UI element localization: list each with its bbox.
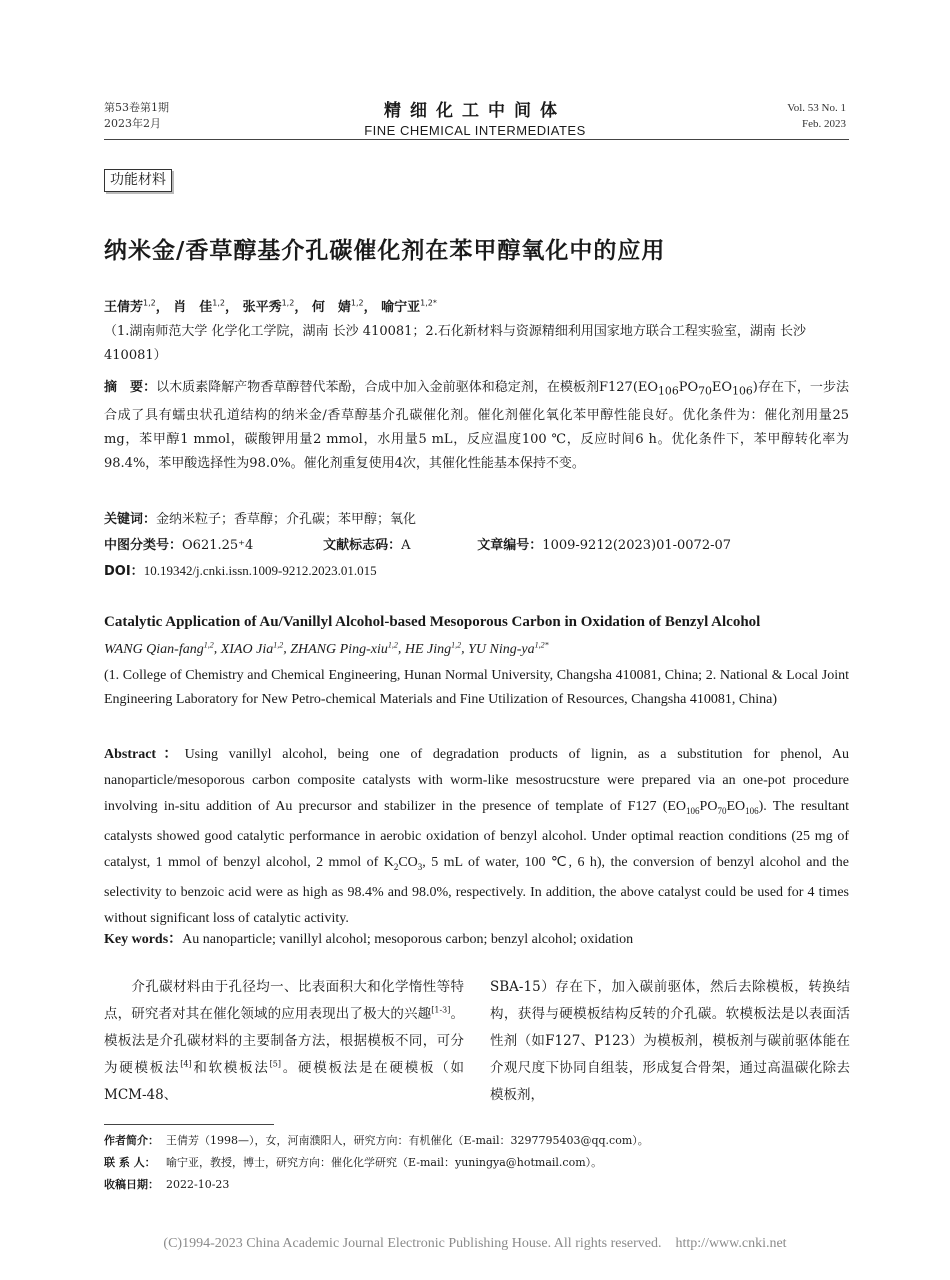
journal-name-cn: 精细化工中间体 — [384, 101, 566, 121]
citation[interactable]: [1-3] — [431, 1005, 451, 1015]
keywords-en — [104, 928, 633, 948]
footnote-received: 收稿日期： 2022-10-23 — [104, 1178, 230, 1191]
clc-number: 中图分类号：O621.25⁺4 — [104, 538, 254, 553]
section-tag: 功能材料 — [104, 169, 172, 192]
doi-link[interactable]: 10.19342/j.cnki.issn.1009-9212.2023.01.015 — [143, 563, 377, 578]
keywords-text-en: Au nanoparticle; vanillyl alcohol; mesoporous carbon; benzyl alcohol; oxidation — [182, 932, 634, 947]
footnote-contact: 联 系 人： 喻宁亚，教授，博士，研究方向：催化化学研究（E-mail：yuningya@hotmail.com）。 — [104, 1156, 603, 1169]
article-title-cn: 纳米金/香草醇基介孔碳催化剂在苯甲醇氧化中的应用 — [104, 238, 666, 264]
author-list-cn: 王倩芳$^{1,2}$， 肖 佳$^{1,2}$， 张平秀$^{1,2}$， 何 婧$^{1,2}$， 喻宁亚$^{1,2*}$ — [104, 298, 437, 315]
header-rule — [104, 139, 849, 140]
article-title-en: Catalytic Application of Au/Vanillyl Alcohol-based Mesoporous Carbon in Oxidation of Benzyl Alcohol — [104, 614, 761, 630]
author-cn: 肖 佳$^{1,2}$ — [173, 298, 226, 315]
issue-info-cn — [104, 100, 169, 132]
footnote-author: 作者简介： 王倩芳（1998—），女，河南濮阳人，研究方向：有机催化（E-mail：3297795403@qq.com）。 — [104, 1134, 649, 1147]
doi: DOI：10.19342/j.cnki.issn.1009-9212.2023.01.015 — [104, 563, 377, 579]
journal-masthead — [300, 96, 650, 138]
author-en: YU Ning-$ya^{1,2*}$ — [468, 640, 549, 657]
keywords-label-cn: 关键词： — [104, 512, 157, 527]
affiliation-cn: （1.湖南师范大学 化学化工学院，湖南 长沙 410081；2.石化新材料与资源精细利用国家地方联合工程实验室，湖南 长沙 410081） — [104, 324, 806, 363]
abstract-cn: 摘 要：以木质素降解产物香草醇替代苯酚，合成中加入金前驱体和稳定剂，在模板剂$F127(EO_{106}PO_{70}EO_{106})$存在下，一步法合成了具有蠕虫状孔道结构的纳米金/香草醇基介孔碳催化剂。催化剂催化氧化苯甲醇性能良好。优化条件为：催化剂用量25 mg，苯甲醇1 mmol，碳酸钾用量2 mmol，水用量5 mL，反应温度100 ℃，反应时间6 h。优化条件下，苯甲醇转化率为98.4%，苯甲酸选择性为98.0%。催化剂重复使用4次，其催化性能基本保持不变。 — [104, 380, 849, 471]
copyright-watermark: (C)1994-2023 China Academic Journal Electronic Publishing House. All rights reserved. http://www.cnki.net — [163, 1236, 787, 1251]
date-cn: 2023年2月 — [104, 117, 161, 130]
abstract-label-cn: 摘 要： — [104, 380, 157, 395]
affiliation-en: (1. College of Chemistry and Chemical Engineering, Hunan Normal University, Changsha 410081, China; 2. National & Local Joint Engineering Laboratory for New Petro-chemical Materials and Fine Utilization of Resources, Changsha 410081, China) — [104, 668, 849, 707]
author-en: HE Jing$^{1,2}$ — [404, 640, 462, 657]
keywords-cn — [104, 508, 416, 527]
author-en: WANG Qian-fang$^{1,2}$ — [104, 640, 214, 657]
footnote-rule — [104, 1124, 274, 1125]
keywords-text-cn: 金纳米粒子；香草醇；介孔碳；苯甲醇；氧化 — [156, 512, 417, 527]
body-column-left: 介孔碳材料由于孔径均一、比表面积大和化学惰性等特点，研究者对其在催化领域的应用表现出了极大的兴趣[1-3]。模板法是介孔碳材料的主要制备方法，根据模板不同，可分为硬模板法[4]和软模板法[5]。硬模板法是在硬模板（如MCM-48、 — [104, 979, 465, 1103]
classification-row — [104, 534, 849, 553]
author-cn: 王倩芳$^{1,2}$ — [104, 298, 156, 315]
article-number: 文章编号：1009-9212(2023)01-0072-07 — [477, 538, 732, 553]
abstract-en: Abstract：Using vanillyl alcohol, being one of degradation products of lignin, as a substitution for phenol, Au nanoparticle/mesoporous carbon composite catalysts with worm-like mesostrucsture were prepared via an one-pot procedure involving in-situ addition of Au precursor and stabilizer in the presence of template of F127 $(EO_{106}PO_{70}EO_{106})$. The resultant catalysts showed good catalytic performance in aerobic oxidation of benzyl alcohol. Under optimal reaction conditions (25 mg of catalyst, 1 mmol of benzyl alcohol, 2 mmol of $K_2CO_3$, 5 mL of water, 100 ℃, 6 h), the conversion of benzyl alcohol and the selectivity to benzoic acid were as high as 98.4% and 98.0%, respectively. In addition, the above catalyst could be used for 4 times without significant loss of catalytic activity. — [104, 747, 850, 926]
author-cn: 何 婧$^{1,2}$ — [311, 298, 364, 315]
document-code: 文献标志码：A — [323, 538, 411, 553]
volume-en: Vol. 53 No. 1 — [787, 102, 846, 114]
author-cn: 张平秀$^{1,2}$ — [242, 298, 295, 315]
author-en: XIAO Jia$^{1,2}$ — [220, 640, 284, 657]
body-column-right: SBA-15）存在下，加入碳前驱体，然后去除模板，转换结构，获得与硬模板结构反转的介孔碳。软模板法是以表面活性剂（如F127、P123）为模板剂，模板剂与碳前驱体能在介观尺度下协同自组装，形成复合骨架，通过高温碳化除去模板剂， — [490, 979, 850, 1103]
keywords-label-en: Key words： — [104, 932, 183, 947]
abstract-label-en: Abstract： — [104, 747, 185, 762]
citation[interactable]: [5] — [269, 1059, 281, 1069]
author-list-en: WANG Qian-fang$^{1,2}$, XIAO Jia$^{1,2}$, ZHANG Ping-xiu$^{1,2}$, HE Jing$^{1,2}$, YU Ning-$ya^{1,2*}$ — [104, 640, 549, 657]
journal-name-en: FINE CHEMICAL INTERMEDIATES — [364, 123, 586, 138]
volume-cn: 第53卷第1期 — [104, 101, 169, 114]
author-cn: 喻宁亚$^{1,2*}$ — [381, 298, 437, 315]
issue-info-en — [787, 100, 846, 132]
author-en: ZHANG Ping-xiu$^{1,2}$ — [290, 640, 398, 657]
date-en: Feb. 2023 — [802, 118, 846, 130]
citation[interactable]: [4] — [180, 1059, 192, 1069]
